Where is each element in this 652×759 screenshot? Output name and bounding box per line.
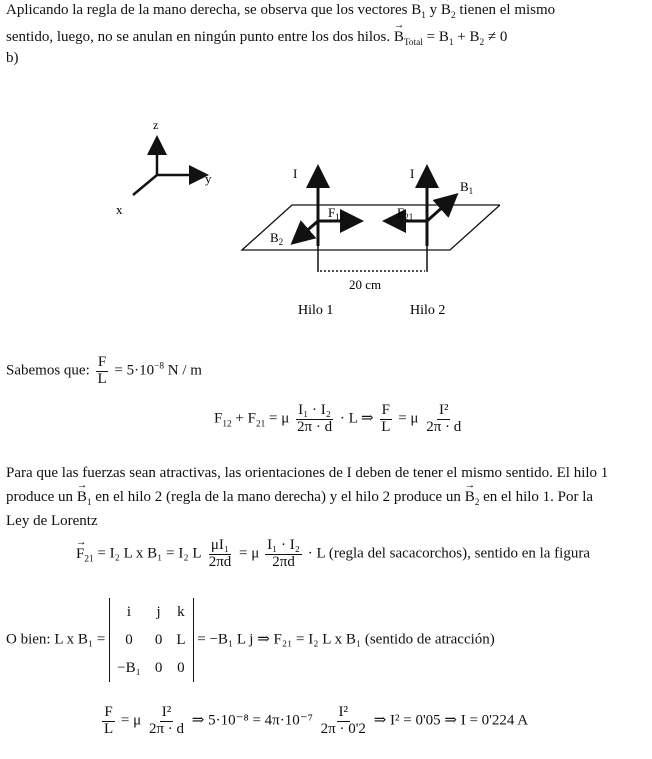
hilo-2-label: Hilo 2 [410,303,446,318]
intro-line-1: Aplicando la regla de la mano derecha, se observa que los vectores → $B_1$ $y \to B_2$ tienen el mismo [6,2,555,21]
intro-line-2: sentido, luego, no se anulan en ningún punto entre los dos hilos. → $B_{Total} = B_1 + B_2 \ne 0$ [6,29,507,48]
b1-arrow [427,197,454,221]
b2-label: $B_2$ [270,230,284,247]
f21-label: $F_{21}$ [397,205,414,222]
equation-forces: $F_{12} + F_{21} = \mu$ $\frac{\text{I₁ · I₂}}{2\pi \cdot d}$ · L ⇒ $\frac{F}{L}$ = μ $\frac{\text{I²}}{2\pi \cdot d}$ [214,402,462,435]
axis-x-label: x [116,202,123,217]
axes [133,140,204,195]
vector-b1: → B [411,2,421,19]
equation-determinant: O bien: L x B₁ = i j k 0 0 L −B₁ 0 0 = −B₁ L j ⇒ F₂₁ = I₂ L x B₁ (sentido de atracción) [6,598,495,682]
b1-label: $B_1$ [460,179,474,196]
determinant-matrix: i j k 0 0 L −B₁ 0 0 [109,598,193,682]
distance-label: 20 cm [349,277,382,292]
wires-figure [100,110,500,320]
paragraph-line-1: Para que las fuerzas sean atractivas, las orientaciones de I deben de tener el mismo sentido. El hilo 1 [6,465,609,481]
equation-final: $\frac{F}{L}$ = μ $\frac{\text{I²}}{2\pi \cdot d}$ ⇒ 5·10⁻⁸ = 4π·10⁻⁷ $\frac{\text{I²}}{2\pi \cdot 0'2}$ ⇒ I² = 0'05 ⇒ I = 0'224 A [104,704,529,737]
vector-btotal: → B [394,29,404,46]
x-axis [133,175,157,195]
current-2-label: I [410,166,415,181]
f12-label: $F_{12}$ [328,205,345,222]
sabemos-line: Sabemos que: $\frac{F}{L}$ = $5\cdot 10^{-8}$ N / m [6,354,202,387]
axis-z-label: z [153,118,159,132]
fraction-f-over-l: $\frac{F}{L}$ [97,354,107,387]
axis-y-label: y [205,171,212,186]
vector-b2: → B [441,2,451,19]
paragraph-line-2: produce un → $B_1$ en el hilo 2 (regla de la mano derecha) y el hilo 2 produce un → $B_2$ en el hilo 1. Por la [6,489,593,508]
intro-text: Aplicando la regla de la mano derecha, se observa que los vectores [6,2,408,18]
current-1-label: I [293,166,298,181]
paragraph-line-3: Ley de Lorentz [6,513,98,529]
hilo-1-label: Hilo 1 [298,303,334,318]
b2-arrow [295,221,318,241]
part-label: b) [6,50,19,66]
equation-lorentz: → $F_{21} = I_2$ L x B₁ = I₂ L $\frac{\text{μI₁}}{2\pi d}$ = μ $\frac{\text{I₁ · I₂}}{2\pi d}$ · L (regla del sacacorchos), sentido en la figura [76,538,590,571]
